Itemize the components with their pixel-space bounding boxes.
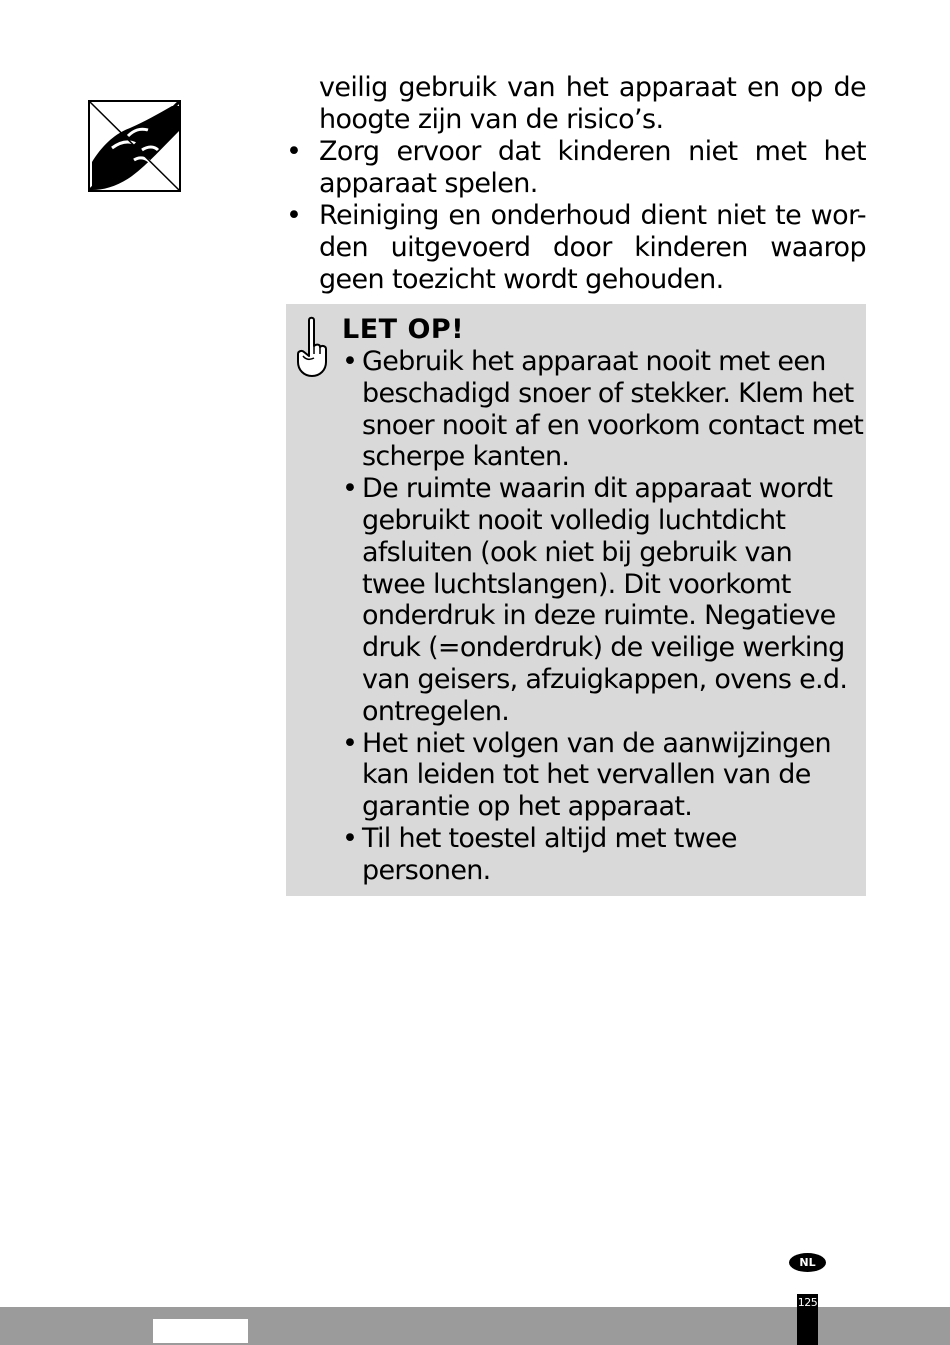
- bullet-item: [286, 136, 866, 200]
- pointing-finger-icon: [294, 316, 330, 378]
- bullet-line: geen toezicht wordt gehouden.: [319, 264, 724, 295]
- notice-item: [342, 823, 862, 887]
- notice-line: Til het toestel altijd met twee: [362, 822, 737, 854]
- footer-label-area: [153, 1319, 248, 1343]
- notice-line: De ruimte waarin dit apparaat wordt: [362, 473, 833, 505]
- bullet-marker: •: [286, 200, 302, 231]
- notice-box: [286, 304, 866, 896]
- bullet-line: apparaat spelen.: [319, 168, 538, 199]
- notice-line: druk (=onderdruk) de veilige werking: [362, 632, 845, 664]
- notice-line: kan leiden tot het vervallen van de: [362, 759, 811, 791]
- notice-item: [342, 728, 862, 823]
- notice-item: [342, 346, 862, 473]
- bullet-marker: •: [342, 727, 358, 759]
- bullet-marker: •: [286, 136, 302, 167]
- notice-item: [342, 473, 862, 727]
- notice-line: van geisers, afzuigkappen, ovens e.d.: [362, 663, 848, 695]
- page-number: 125: [797, 1294, 818, 1345]
- intro-line: hoogte zijn van de risico’s.: [319, 104, 664, 135]
- notice-line: afsluiten (ook niet bij gebruik van: [362, 536, 792, 568]
- notice-title: LET OP!: [342, 314, 465, 345]
- safety-text: [286, 72, 866, 296]
- notice-list: [342, 346, 862, 887]
- intro-line: veilig gebruik van het apparaat en op de: [319, 72, 866, 103]
- notice-line: Gebruik het apparaat nooit met een: [362, 346, 826, 377]
- notice-line: Het niet volgen van de aanwijzingen: [362, 727, 831, 759]
- notice-line: scherpe kanten.: [362, 441, 570, 473]
- bullet-line: Reiniging en onderhoud dient niet te wor-: [319, 200, 866, 231]
- notice-line: snoer nooit af en voorkom contact met: [362, 409, 864, 441]
- bullet-marker: •: [342, 473, 358, 505]
- notice-line: onderdruk in deze ruimte. Negatieve: [362, 600, 836, 632]
- bullet-line: den uitgevoerd door kinderen waarop: [319, 232, 866, 263]
- no-children-hands-icon: [88, 100, 181, 192]
- notice-line: twee luchtslangen). Dit voorkomt: [362, 568, 791, 600]
- notice-line: beschadigd snoer of stekker. Klem het: [362, 377, 854, 409]
- notice-line: personen.: [362, 854, 491, 886]
- bullet-marker: •: [342, 822, 358, 854]
- bullet-item: [286, 200, 866, 296]
- language-badge: NL: [789, 1253, 826, 1272]
- bullet-marker: •: [342, 346, 358, 377]
- notice-line: ontregelen.: [362, 695, 510, 727]
- notice-line: gebruikt nooit volledig luchtdicht: [362, 504, 786, 536]
- notice-line: garantie op het apparaat.: [362, 791, 693, 823]
- bullet-line: Zorg ervoor dat kinderen niet met het: [319, 136, 866, 167]
